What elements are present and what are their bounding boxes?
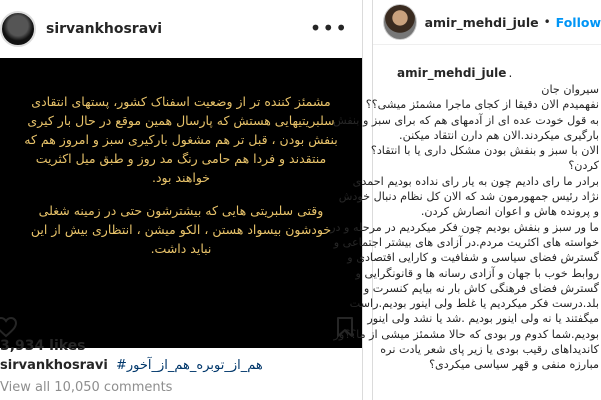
comment-line: بودیم.شما کدوم ور بودی که حالا مشمئز میشی از ما؟؟ور [333,327,599,341]
post-image [0,58,362,348]
comment-line: به قول خودت عده ای از آدمهای هم که برای سبز و بنفش [333,113,599,127]
comment-username-text: amir_mehdi_jule [397,66,507,80]
right-post-username[interactable]: amir_mehdi_jule [424,14,539,30]
comment-line: گسترش فضای سیاسی و شفافیت و کارایی اقتصادی و [347,251,599,265]
follow-button[interactable]: Follow [555,14,601,30]
heart-icon[interactable] [0,316,18,338]
avatar[interactable] [0,11,36,47]
view-comments-link[interactable]: View all 10,050 comments [0,380,173,395]
right-post-header [373,0,601,45]
comment-line: بارگیری میکردند.الان هم دارن انتقاد میکنن. [399,128,599,142]
comment-line: الان با سبز و بنفش بودن مشکل داری یا با انتقاد؟ [370,144,599,158]
comment-line: میگفتند یا نه ولی اینور بودیم .شد یا نشد ولی اینور [367,312,599,326]
comment-body [330,82,599,400]
likes-count[interactable]: 3,934 likes [0,338,86,354]
left-post-header [0,0,362,58]
comment-username[interactable] [397,66,512,80]
right-post [330,0,601,400]
more-options-icon[interactable]: ••• [309,16,348,40]
separator-dot: • [543,15,551,29]
caption-username[interactable]: sirvankhosravi [0,358,108,373]
comment-line: نژاد رئیس جمهورمون شد که الان کل نظام دنبال خودش [338,190,599,204]
comment-line: مبارزه منفی و قهر سیاسی میکردی؟ [429,358,599,372]
comment-line: برادر ما رای دادیم چون به یار رای نداده بودیم احمدی [352,174,599,188]
comment-line: خواسته های اکثریت مردم.در آزادی های بیشتر اجتماعی و [333,235,599,249]
comment-line: سیروان جان [541,83,599,96]
image-text-paragraph-1: مشمئز کننده تر از وضعیت اسفناک کشور، پستهای انتقادی سلبریتیهایی هستش که پارسال همین موقع در حال بار کیری بنفش بودن ، قبل تر هم مشغول بارکیری سبز و امروز هم که منتقدند و فردا هم حامی رنگ مد روز و طبق میل اکثریت خواهند بود. [24,94,338,185]
comment-line: بلد.درست فکر میکردیم یا غلط ولی اینور بودیم.راست [349,297,599,311]
post-caption [0,358,263,373]
left-post-username[interactable]: sirvankhosravi [46,21,163,37]
comment-line: کاندیداهای رقیب بودی یا زیر پای شعر یادت نره [380,343,599,357]
comment-username-dot: . [508,66,513,80]
comment-line: ما ور سبز و بنفش بودیم چون فکر میکردیم در مرحله و در [330,220,599,234]
caption-hashtag[interactable]: #هم_از_توبره_هم_از_آخور [115,358,263,373]
image-text-paragraph-2: وقتی سلبریتی هایی که بیشترشون حتی در زمینه شغلی خودشون بیسواد هستن ، الکو میشن ، انتظاری بیش از این نباید داشت. [30,203,332,256]
comment-line: و پرونده هاش و اعوان انصارش کردن. [420,205,599,219]
comment-line: روابط خوب با جهان و آزادی رسانه ها و قانونگرایی و [355,266,599,280]
comment-line: نفهمیدم الان دقیقا از کجای ماجرا مشمئز میشی؟؟ [365,98,599,112]
comment-line: کردن؟ [568,159,599,173]
comment-line: گسترش فضای فرهنگی کاش بار نه بیایم کنسرت و [363,281,599,295]
avatar[interactable] [383,4,417,40]
